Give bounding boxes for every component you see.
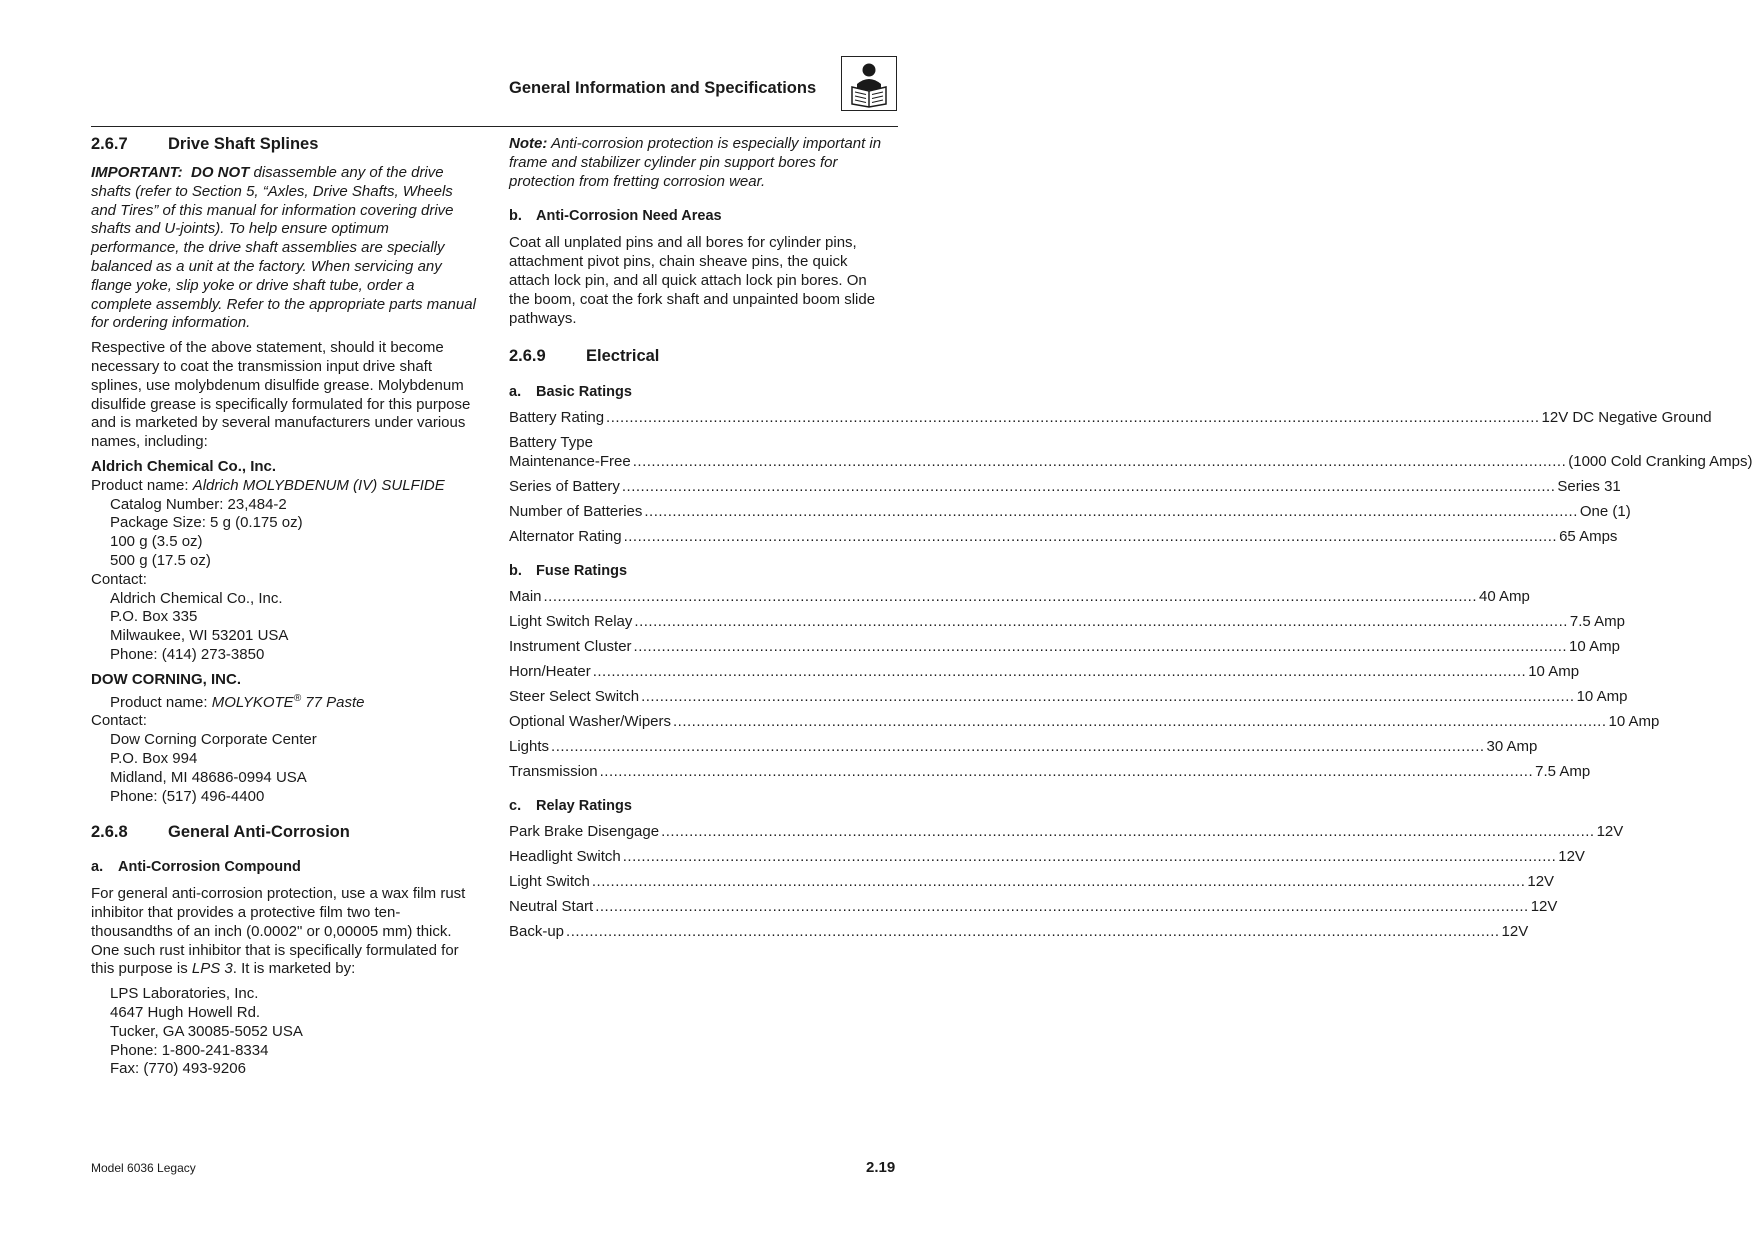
relay-row: [509, 823, 1624, 848]
section-2-6-8-heading: [91, 823, 477, 842]
leader-dots: ........................................................................................................................................................................................................: [543, 588, 1478, 606]
note-text: Anti-corrosion protection is especially important in frame and stabilizer cylinder pin support bores for protection from fretting corrosion wear.: [509, 135, 882, 190]
row-value: 12V DC Negative Ground: [1541, 409, 1712, 427]
dow-contact-label: Contact:: [91, 712, 147, 730]
lps-product: LPS 3: [191, 960, 233, 978]
dow-product: [91, 690, 477, 713]
dow-contact-1: Dow Corning Corporate Center: [110, 731, 317, 749]
row-value: 30 Amp: [1486, 738, 1538, 756]
aldrich-contact-label: Contact:: [91, 570, 147, 588]
fuse-ratings-list: [509, 588, 1660, 788]
left-column: [91, 135, 477, 1079]
leader-dots: ........................................................................................................................................................................................................: [599, 763, 1534, 781]
row-label: Back-up: [509, 923, 565, 941]
aldrich-catalog: Catalog Number: 23,484-2: [110, 495, 287, 513]
compound-paragraph: [91, 885, 477, 979]
need-areas-paragraph: Coat all unplated pins and all bores for cylinder pins, attachment pivot pins, chain sheave pins, the quick attach lock pin, and all quick attach lock pin bores. On the boom, coat the fork shaft and unpainted boom slide pathways.: [509, 234, 876, 327]
page-number: 2.19: [866, 1159, 896, 1176]
compound-end: . It is marketed by:: [232, 960, 356, 978]
section-2-6-9-heading: [509, 347, 890, 366]
row-value: 12V: [1558, 848, 1585, 866]
alternator-row: [509, 528, 1618, 553]
row-label: Number of Batteries: [509, 503, 643, 521]
fuse-row: [509, 763, 1591, 788]
fuse-row: [509, 613, 1625, 638]
row-value: 10 Amp: [1608, 713, 1660, 731]
leader-dots: ........................................................................................................................................................................................................: [622, 848, 1557, 866]
section-title: General Anti-Corrosion: [168, 823, 350, 842]
basic-ratings-list: [509, 409, 1753, 553]
row-value: 12V: [1501, 923, 1529, 941]
battery-rating-row: [509, 409, 1712, 434]
leader-dots: ........................................................................................................................................................................................................: [644, 503, 1578, 521]
leader-dots: ........................................................................................................................................................................................................: [566, 923, 1500, 941]
subsection-letter: c.: [509, 798, 522, 815]
section-2-6-7-heading: [91, 135, 477, 154]
relay-row: [509, 848, 1585, 873]
row-label: Steer Select Switch: [509, 688, 640, 706]
product-name: Aldrich MOLYBDENUM (IV) SULFIDE: [192, 476, 445, 494]
lps-line-1: LPS Laboratories, Inc.: [110, 985, 259, 1003]
aldrich-package-1: Package Size: 5 g (0.175 oz): [110, 514, 303, 532]
leader-dots: ........................................................................................................................................................................................................: [591, 873, 1526, 891]
row-label: Headlight Switch: [509, 848, 621, 866]
relay-row: [509, 898, 1558, 923]
row-value: 10 Amp: [1528, 663, 1580, 681]
dow-contact-2: P.O. Box 994: [110, 749, 198, 767]
note-paragraph: [509, 135, 890, 191]
row-label: Neutral Start: [509, 898, 594, 916]
subsection-title: Fuse Ratings: [536, 563, 628, 580]
dow-contact-4: Phone: (517) 496-4400: [110, 787, 265, 805]
compound-text: For general anti-corrosion protection, use a wax film rust inhibitor that provides a protective film two ten-thousandths of an inch (0.0002" or 0,00005 mm) thick. One such rust inhibitor that is specifically formulated for this purpose is: [91, 885, 466, 978]
header-divider: [91, 126, 898, 127]
leader-dots: ........................................................................................................................................................................................................: [595, 898, 1529, 916]
subsection-title: Basic Ratings: [536, 384, 632, 401]
fuse-row: [509, 738, 1538, 763]
aldrich-contact-2: P.O. Box 335: [110, 608, 198, 626]
subsection-letter: a.: [91, 859, 104, 876]
row-value: (1000 Cold Cranking Amps): [1568, 453, 1753, 471]
leader-dots: ........................................................................................................................................................................................................: [592, 663, 1527, 681]
leader-dots: ........................................................................................................................................................................................................: [641, 688, 1575, 706]
row-label: Maintenance-Free: [509, 453, 631, 471]
product-name: MOLYKOTE: [211, 693, 294, 711]
aldrich-package-2: 100 g (3.5 oz): [110, 533, 203, 551]
subsection-letter: b.: [509, 208, 522, 225]
row-label: Series of Battery: [509, 478, 620, 496]
row-label: Instrument Cluster: [509, 638, 632, 656]
lps-line-5: Fax: (770) 493-9206: [110, 1060, 246, 1078]
fuse-row: [509, 713, 1660, 738]
section-number: 2.6.7: [91, 135, 128, 153]
basic-ratings-heading: [509, 384, 890, 400]
subsection-title: Anti-Corrosion Need Areas: [536, 208, 722, 225]
leader-dots: ........................................................................................................................................................................................................: [621, 478, 1556, 496]
subsection-title: Relay Ratings: [536, 798, 632, 815]
fuse-row: [509, 688, 1628, 713]
row-label: Alternator Rating: [509, 528, 622, 546]
leader-dots: ........................................................................................................................................................................................................: [632, 453, 1567, 471]
right-column: [509, 135, 1753, 948]
important-label: IMPORTANT:: [91, 164, 183, 181]
aldrich-contact-1: Aldrich Chemical Co., Inc.: [110, 589, 283, 607]
subsection-letter: a.: [509, 384, 522, 401]
note-label: Note:: [509, 135, 548, 152]
row-label: Optional Washer/Wipers: [509, 713, 671, 731]
fuse-ratings-heading: [509, 563, 890, 579]
row-label: Main: [509, 588, 542, 606]
subsection-letter: b.: [509, 563, 522, 580]
row-value: 40 Amp: [1479, 588, 1530, 606]
leader-dots: ........................................................................................................................................................................................................: [623, 528, 1558, 546]
read-manual-icon: [841, 56, 897, 111]
lps-line-2: 4647 Hugh Howell Rd.: [110, 1004, 261, 1022]
leader-dots: ........................................................................................................................................................................................................: [551, 738, 1485, 756]
anti-corrosion-compound-heading: [91, 859, 477, 875]
row-value: One (1): [1579, 503, 1631, 521]
respective-paragraph: Respective of the above statement, should it become necessary to coat the transmission input drive shaft splines, use molybdenum disulfide grease. Molybdenum disulfide grease is specifically formulated for this purpose and is marketed by several manufacturers under various names, including:: [91, 339, 471, 451]
important-notice: [91, 164, 477, 333]
lps-line-4: Phone: 1-800-241-8334: [110, 1041, 269, 1059]
battery-type-label: Battery Type: [509, 434, 593, 452]
maintenance-free-row: [509, 453, 1753, 478]
need-areas-heading: [509, 208, 890, 224]
section-title: Electrical: [586, 347, 660, 366]
row-label: Battery Rating: [509, 409, 605, 427]
product-label: Product name:: [91, 476, 193, 494]
fuse-row: [509, 663, 1580, 688]
relay-row: [509, 923, 1529, 948]
row-label: Light Switch Relay: [509, 613, 633, 631]
dow-contact-3: Midland, MI 48686-0994 USA: [110, 768, 307, 786]
product-suffix: 77 Paste: [301, 693, 365, 711]
page-header-title: General Information and Specifications: [509, 79, 817, 97]
relay-ratings-list: [509, 823, 1624, 948]
row-value: 12V: [1527, 873, 1555, 891]
row-value: 65 Amps: [1559, 528, 1618, 546]
leader-dots: ........................................................................................................................................................................................................: [634, 613, 1568, 631]
number-of-batteries-row: [509, 503, 1631, 528]
fuse-row: [509, 638, 1620, 663]
do-not-label: DO NOT: [191, 164, 250, 181]
section-title: Drive Shaft Splines: [168, 135, 319, 153]
lps-line-3: Tucker, GA 30085-5052 USA: [110, 1022, 303, 1040]
leader-dots: ........................................................................................................................................................................................................: [661, 823, 1595, 841]
registered-mark: ®: [293, 692, 302, 704]
fuse-row: [509, 588, 1530, 613]
relay-row: [509, 873, 1555, 898]
series-row: [509, 478, 1621, 503]
dow-block: [91, 671, 477, 807]
row-label: Lights: [509, 738, 550, 756]
footer-model: Model 6036 Legacy: [91, 1161, 196, 1175]
row-value: 12V: [1596, 823, 1624, 841]
aldrich-package-3: 500 g (17.5 oz): [110, 551, 211, 569]
section-number: 2.6.9: [509, 347, 546, 366]
row-value: 10 Amp: [1569, 638, 1620, 656]
aldrich-contact-3: Milwaukee, WI 53201 USA: [110, 627, 289, 645]
row-value: 7.5 Amp: [1535, 763, 1591, 781]
row-value: 7.5 Amp: [1569, 613, 1625, 631]
row-value: 10 Amp: [1576, 688, 1628, 706]
row-value: Series 31: [1557, 478, 1621, 496]
subsection-title: Anti-Corrosion Compound: [118, 859, 301, 876]
aldrich-company: Aldrich Chemical Co., Inc.: [91, 457, 277, 475]
leader-dots: ........................................................................................................................................................................................................: [673, 713, 1607, 731]
dow-company: DOW CORNING, INC.: [91, 670, 241, 688]
lps-address-block: [91, 985, 477, 1079]
important-text: disassemble any of the drive shafts (refer to Section 5, “Axles, Drive Shafts, Wheels and Tires” of this manual for information covering drive shafts and U-joints). To help ensure optimum performance, the drive shaft assemblies are specially balanced as a unit at the factory. When servicing any flange yoke, slip yoke or drive shaft tube, order a complete assembly. Refer to the appropriate parts manual for ordering information.: [91, 164, 476, 332]
product-label: Product name:: [110, 693, 212, 711]
row-label: Transmission: [509, 763, 598, 781]
row-label: Horn/Heater: [509, 663, 591, 681]
aldrich-product: [91, 477, 477, 496]
aldrich-block: [91, 458, 477, 665]
row-label: Light Switch: [509, 873, 590, 891]
aldrich-contact-4: Phone: (414) 273-3850: [110, 645, 265, 663]
leader-dots: ........................................................................................................................................................................................................: [633, 638, 1568, 656]
row-value: 12V: [1530, 898, 1558, 916]
row-label: Park Brake Disengage: [509, 823, 660, 841]
leader-dots: ........................................................................................................................................................................................................: [606, 409, 1540, 427]
section-number: 2.6.8: [91, 823, 128, 842]
relay-ratings-heading: [509, 798, 890, 814]
